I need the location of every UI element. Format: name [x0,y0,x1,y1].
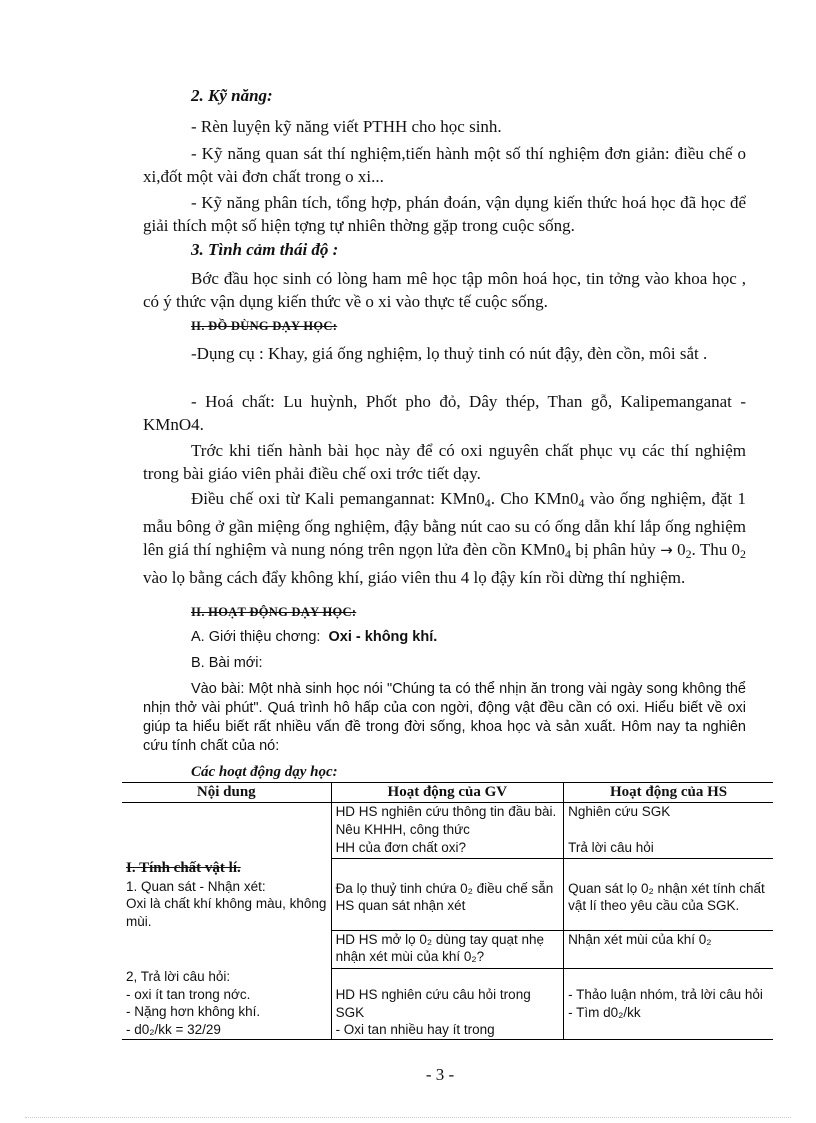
answer-1: - oxi ít tan trong nớc. [126,986,251,1002]
observation-title: 1. Quan sát - Nhận xét: [126,878,266,894]
skill-3: - Kỹ năng phân tích, tổng hợp, phán đoán, vận dụng kiến thức hoá học đã học để giải thích một số hiện tợng tự nhiên thờng gặp trong cuộc sống. [143,193,746,235]
chemicals-paragraph: - Hoá chất: Lu huỳnh, Phốt pho đỏ, Dây thép, Than gỗ, Kalipemanganat -KMnO4. [143,392,746,434]
teacher-cell: HH của đơn chất oxi? [331,839,564,858]
intro-line: A. Giới thiệu chơng: Oxi - không khí. [191,629,438,645]
teacher-cell: - Oxi tan nhiều hay ít trong [335,1022,495,1037]
student-cell: - Thảo luận nhóm, trả lời câu hỏi [568,987,763,1002]
header-teacher: Hoạt động của GV [331,783,564,803]
arrow-icon: → [660,541,673,559]
teacher-cell: HD HS mở lọ 0₂ dùng tay quạt nhẹ nhận xét mùi của khí 0₂? [331,930,564,968]
section-3-title: 3. Tình cảm thái độ : [191,240,339,259]
before-lesson-paragraph: Trớc khi tiến hành bài học này để có oxi nguyên chất phục vụ các thí nghiệm trong bài giáo viên phải điều chế oxi trớc tiết dạy. [143,441,746,483]
tools-paragraph: -Dụng cụ : Khay, giá ống nghiệm, lọ thuỷ tinh có nút đậy, đèn cồn, môi sắt . [191,344,708,363]
activities-heading: II. HOẠT ĐỘNG DẠY HỌC: [191,605,357,619]
page-divider [25,1117,791,1118]
attitude-paragraph: Bớc đầu học sinh có lòng ham mê học tập môn hoá học, tin tởng vào khoa học , có ý thức vận dụng kiến thức về o xi vào thực tế cuộc sống. [143,269,746,311]
answer-2: - Nặng hơn không khí. [126,1004,261,1019]
teacher-cell: HD HS nghiên cứu thông tin đầu bài. Nêu KHHH, công thức [331,803,564,840]
teacher-cell: HD HS nghiên cứu câu hỏi trong SGK [335,987,531,1020]
student-cell: Quan sát lọ 0₂ nhận xét tính chất vật lí theo yêu cầu của SGK. [564,858,773,930]
observation-text: Oxi là chất khí không màu, không mùi. [126,896,327,929]
skill-2: - Kỹ năng quan sát thí nghiệm,tiến hành một số thí nghiệm đơn giản: điều chế o xi,đốt một vài đơn chất trong o xi... [143,144,746,186]
questions-title: 2, Trả lời câu hỏi: [126,969,231,984]
student-cell: Nhận xét mùi của khí 0₂ [564,930,773,968]
section-2-title: 2. Kỹ năng: [191,86,273,105]
student-cell: - Tìm d0₂/kk [568,1004,641,1020]
preparation-paragraph: Điều chế oxi từ Kali pemangannat: $KMn0_4$. Cho $KMn0_4$ vào ống nghiệm, đặt 1 mẫu bông ở gần miệng ống nghiệm, đậy bằng nút cao su có ống dẫn khí lắp ống nghiệm lên giá thí nghiệm và nung nóng trên ngọn lửa đèn cồn $KMn0_4$ bị phân hủy → $0_2$. Thu $0_2$ vào lọ bằng cách đẩy không khí, giáo viên thu 4 lọ đậy kín rồi dừng thí nghiệm. [143,489,747,587]
page-number: - 3 - [425,1065,455,1084]
opening-paragraph: Vào bài: Một nhà sinh học nói "Chúng ta có thể nhịn ăn trong vài ngày song không thể nhịn thở vài phút". Quá trình hô hấp của con ngời, động vật đều cần có oxi. Hiểu biết về oxi giúp ta hiểu biết rất nhiều vấn đề trong đời sống, khoa học và sản xuất. Hôm nay ta nghiên cứu tính chất của nó: [143,681,746,754]
skill-1: - Rèn luyện kỹ năng viết PTHH cho học sinh. [191,117,502,136]
new-lesson-line: B. Bài mới: [191,655,263,671]
table-caption: Các hoạt động dạy học: [191,764,338,780]
header-student: Hoạt động của HS [564,783,773,803]
answer-3: - d0₂/kk = 32/29 [126,1021,221,1037]
student-cell: Trả lời câu hỏi [564,839,773,858]
equipment-heading: II. ĐỒ DÙNG DẠY HỌC: [191,319,338,333]
teacher-cell: Đa lọ thuỷ tinh chứa 0₂ điều chế sẵn HS quan sát nhận xét [331,858,564,930]
activities-table [122,782,773,1040]
student-cell: Nghiên cứu SGK [564,803,773,840]
physical-properties-title: I. Tính chất vật lí. [126,860,241,876]
header-content: Nội dung [122,783,331,803]
